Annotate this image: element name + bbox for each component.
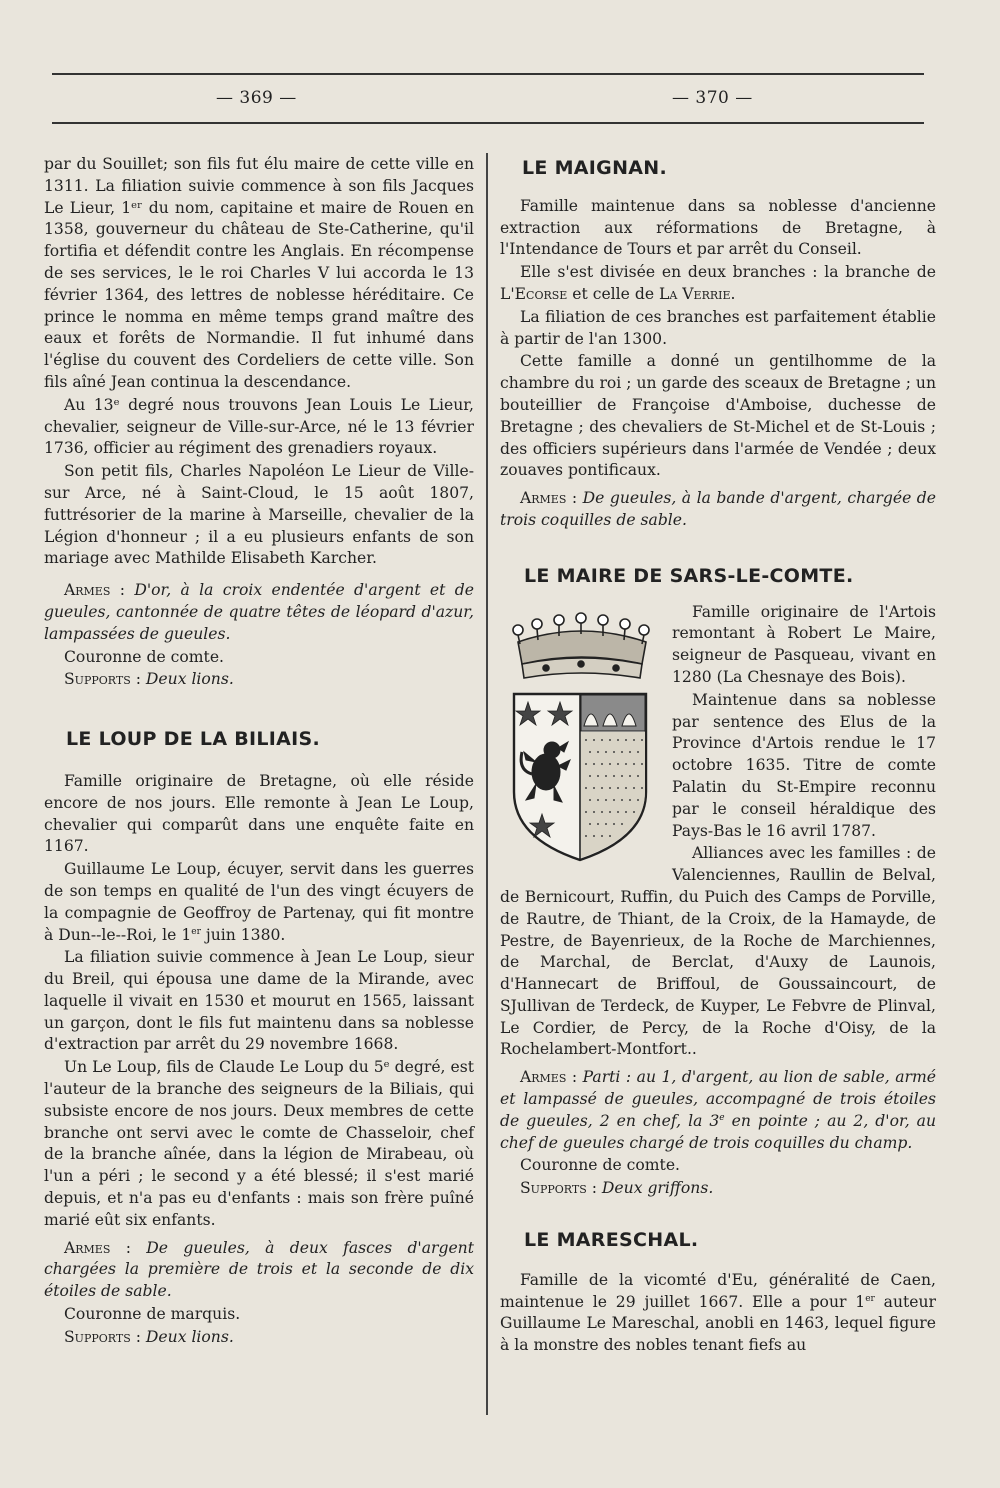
- shield-icon: [514, 694, 646, 860]
- armes-label: Armes :: [64, 581, 125, 600]
- armes-label: Armes :: [64, 1238, 131, 1257]
- paragraph: Au 13ᵉ degré nous trouvons Jean Louis Le Lieur, chevalier, seigneur de Ville-sur-Arce, né le 13 février 1736, officier au régiment des grenadiers royaux.: [44, 395, 474, 458]
- paragraph: Famille originaire de l'Artois remontant à Robert Le Maire, seigneur de Pasqueau, vivant en 1280 (La Chesnaye des Bois).: [672, 602, 936, 686]
- coat-of-arms-figure: [496, 602, 666, 872]
- paragraph: [44, 859, 474, 946]
- right-column: [500, 154, 936, 1358]
- text-run: juin 1380.: [200, 925, 286, 944]
- section-heading-le-maire: LE MAIRE DE SARS-LE-COMTE.: [524, 564, 854, 587]
- supports-line: [500, 1178, 936, 1200]
- column-divider: [486, 153, 488, 1415]
- supports-line: [44, 669, 474, 691]
- armes-label: Armes :: [520, 489, 578, 508]
- armes-text: en pointe ; au 2, d'or, au chef de gueules chargé de trois coquilles du champ.: [500, 1111, 937, 1152]
- paragraph: Famille originaire de Bretagne, où elle réside encore de nos jours. Elle remonte à Jean Le Loup, chevalier qui comparût dans une enquête faite en 1167.: [44, 771, 474, 856]
- text-run: auteur Guillaume Le Mareschal, anobli en 1463, lequel figure à la monstre des nobles tenant fiefs au: [500, 1292, 936, 1355]
- section-heading-le-maignan: LE MAIGNAN.: [522, 157, 668, 179]
- branch-name: L'Ecorse: [500, 284, 568, 303]
- branch-name: La Verrie: [659, 284, 731, 303]
- coat-of-arms-image: [496, 602, 666, 872]
- paragraph: Alliances avec les familles : de Valenciennes, Raullin de Belval, de Bernicourt, Ruffin, du Puich des Camps de Porville, de Rautre, de Thiant, de la Croix, de la Hamayde, de Pestre, de Bayenrieux, de la Roche de Marchiennes, de Marchal, de Berclat, d'Auxy de Launois, d'Hannecart de Briffoul, de Goussaincourt, de SJullivan de Terdeck, de Kuyper, Le Febvre de Plinval, Le Cordier, de Percy, de la Roche d'Oisy, de la Rochelambert-Montfort..: [500, 844, 936, 1059]
- paragraph: Son petit fils, Charles Napoléon Le Lieur de Ville-sur Arce, né à Saint-Cloud, le 15 août 1807, futtrésorier de la marine à Marseille, chevalier de la Légion d'honneur ; il a eu plusieurs enfants de son mariage avec Mathilde Elisabeth Karcher.: [44, 462, 474, 568]
- text-run: et celle de: [567, 284, 660, 303]
- armes-label: Armes :: [520, 1068, 578, 1087]
- header-rule-top: [52, 73, 924, 75]
- armes-paragraph: [500, 488, 936, 532]
- supports-label: Supports :: [64, 670, 141, 689]
- supports-text: Deux lions.: [145, 1327, 234, 1346]
- superscript: e: [719, 1112, 725, 1123]
- supports-label: Supports :: [520, 1179, 597, 1198]
- section-heading-le-loup: LE LOUP DE LA BILIAIS.: [66, 728, 321, 751]
- paragraph: Cette famille a donné un gentilhomme de la chambre du roi ; un garde des sceaux de Bretagne ; un bouteillier de Françoise d'Amboise, duchesse de Bretagne ; des chevaliers de St-Michel et de St-Louis ; des officiers supérieurs dans l'armée de Vendée ; deux zouaves pontificaux.: [500, 352, 937, 480]
- text-run: Elle s'est divisée en deux branches : la branche de: [520, 263, 936, 282]
- armes-paragraph: [44, 1238, 474, 1303]
- shell-icon: [584, 714, 636, 726]
- supports-text: Deux lions.: [145, 670, 234, 689]
- couronne-line: Couronne de comte.: [520, 1156, 681, 1175]
- paragraph: Maintenue dans sa noblesse par sentence des Elus de la Province d'Artois rendue le 17 octobre 1635. Titre de comte Palatin du St-Empire reconnu par le conseil héraldique des Pays-Bas le 16 avril 1787.: [672, 690, 936, 840]
- supports-label: Supports :: [64, 1327, 141, 1346]
- supports-text: Deux griffons.: [601, 1179, 714, 1198]
- armes-text: Parti : au 1, d'argent, au lion de sable, armé et lampassé de gueules, accompagné de trois étoiles de gueules, 2 en chef, la 3: [500, 1068, 936, 1130]
- section-heading-le-mareschal: LE MARESCHAL.: [524, 1229, 699, 1252]
- page-number-right: — 370 —: [672, 88, 753, 108]
- couronne-line: Couronne de marquis.: [64, 1305, 241, 1324]
- armes-text: De gueules, à deux fasces d'argent chargées la première de trois et la seconde de dix étoiles de sable.: [44, 1238, 474, 1301]
- armes-text: De gueules, à la bande d'argent, chargée de trois coquilles de sable.: [500, 489, 937, 529]
- paragraph: [500, 262, 936, 306]
- text-run: .: [730, 284, 736, 303]
- superscript: er: [191, 926, 201, 937]
- paragraph: La filiation de ces branches est parfaitement établie à partir de l'an 1300.: [500, 307, 936, 348]
- text-run: Guillaume Le Loup, écuyer, servit dans les guerres de son temps en qualité de l'un des vingt écuyers de la compagnie de Geoffroy de Partenay, qui fit montre à Dun--le--Roi, le 1: [44, 860, 474, 944]
- armes-paragraph: [44, 580, 474, 645]
- count-crown-icon: [513, 613, 649, 678]
- paragraph: La filiation suivie commence à Jean Le Loup, sieur du Breil, qui épousa une dame de la Mirande, avec laquelle il vivait en 1530 et mourut en 1565, laissant un garçon, dont le fils fut maintenu dans sa noblesse d'extraction par arrêt du 29 novembre 1668.: [44, 948, 474, 1054]
- supports-line: [44, 1327, 474, 1349]
- paragraph: par du Souillet; son fils fut élu maire de cette ville en 1311. La filiation suivie commence à son fils Jacques Le Lieur, 1ᵉʳ du nom, capitaine et maire de Rouen en 1358, gouverneur du château de Ste-Catherine, qu'il fortifia et défendit contre les Anglais. En récompense de ses services, le le roi Charles V lui accorda le 13 février 1364, des lettres de noblesse héréditaire. Ce prince le nomma en même temps grand maître des eaux et forêts de Normandie. Il fut inhumé dans l'église du couvent des Cordeliers de cette ville. Son fils aîné Jean continua la descendance.: [44, 155, 474, 391]
- superscript: er: [865, 1293, 875, 1304]
- header-rule-bottom: [52, 122, 924, 124]
- couronne-line: Couronne de comte.: [64, 647, 225, 666]
- text-run: Famille de la vicomté d'Eu, généralité de Caen, maintenue le 29 juillet 1667. Elle a pour 1: [500, 1270, 936, 1311]
- armes-text: D'or, à la croix endentée d'argent et de gueules, cantonnée de quatre têtes de léopard d'azur, lampassées de gueules.: [44, 581, 474, 643]
- paragraph: [500, 1270, 936, 1357]
- paragraph: Famille maintenue dans sa noblesse d'ancienne extraction aux réformations de Bretagne, à l'Intendance de Tours et par arrêt du Conseil.: [500, 196, 936, 259]
- armes-paragraph: [500, 1067, 936, 1154]
- page-number-left: — 369 —: [216, 88, 297, 108]
- left-column: [44, 154, 474, 1350]
- paragraph: Un Le Loup, fils de Claude Le Loup du 5ᵉ degré, est l'auteur de la branche des seigneurs de la Biliais, qui subsiste encore de nos jours. Deux membres de cette branche ont servi avec le comte de Chasseloir, chef de la branche aînée, dans la légion de Mirabeau, où l'un a péri ; le second y a été blessé; il s'est marié depuis, et n'a pas eu d'enfants : mais son frère puîné marié eût six enfants.: [44, 1058, 474, 1229]
